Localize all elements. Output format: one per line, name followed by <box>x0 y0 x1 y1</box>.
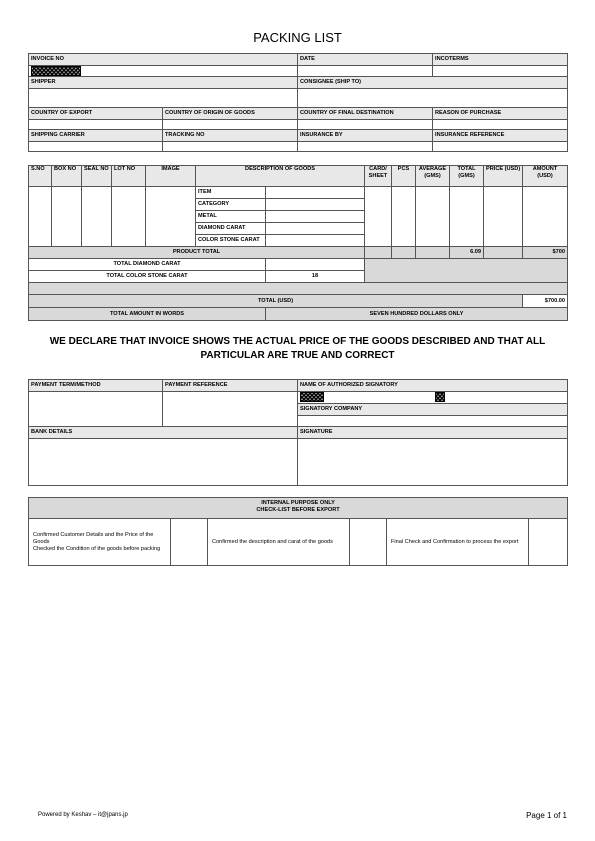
col-lot-no: LOT NO <box>112 166 146 187</box>
checklist-item-1: Confirmed Customer Details and the Price of the Goods Checked the Condition of the goods before packing <box>29 519 171 566</box>
page-title: PACKING LIST <box>253 30 342 45</box>
payment-reference-label: PAYMENT REFERENCE <box>163 380 298 392</box>
checklist-item-3: Final Check and Confirmation to process the export <box>387 519 529 566</box>
col-total-gms: TOTAL (GMS) <box>450 166 484 187</box>
desc-diamond-label: DIAMOND CARAT <box>196 223 266 235</box>
col-average: AVERAGE (GMS) <box>416 166 450 187</box>
country-export-field[interactable] <box>29 120 163 130</box>
desc-diamond-value[interactable] <box>266 223 365 235</box>
checklist-header <box>29 498 568 519</box>
signatory-company-label: SIGNATORY COMPANY <box>298 403 568 416</box>
desc-item-value[interactable] <box>266 187 365 199</box>
export-checklist <box>28 497 568 566</box>
product-total-average <box>416 247 450 259</box>
col-price: PRICE (USD) <box>484 166 523 187</box>
checklist-item-2: Confirmed the description and carat of the goods <box>208 519 350 566</box>
country-origin-label: COUNTRY OF ORIGIN OF GOODS <box>163 108 298 120</box>
total-usd-label: TOTAL (USD) <box>29 295 523 308</box>
invoice-no-label: INVOICE NO <box>29 54 298 66</box>
shipper-field[interactable] <box>29 89 298 108</box>
payment-term-label: PAYMENT TERM/METHOD <box>29 380 163 392</box>
country-export-label: COUNTRY OF EXPORT <box>29 108 163 120</box>
cell-average[interactable] <box>416 187 450 247</box>
product-total-pcs <box>392 247 416 259</box>
amount-words-label: TOTAL AMOUNT IN WORDS <box>29 308 266 321</box>
product-total-card <box>365 247 392 259</box>
invoice-no-field[interactable] <box>29 66 298 77</box>
shipment-info-table <box>28 53 568 152</box>
col-pcs: PCS <box>392 166 416 187</box>
cell-price[interactable] <box>484 187 523 247</box>
col-sno: S.NO <box>29 166 52 187</box>
cell-image[interactable] <box>146 187 196 247</box>
col-description: DESCRIPTION OF GOODS <box>196 166 365 187</box>
spacer-row <box>29 283 568 295</box>
incoterms-label: INCOTERMS <box>433 54 568 66</box>
reason-label: REASON OF PURCHASE <box>433 108 568 120</box>
incoterms-field[interactable] <box>433 66 568 77</box>
powered-by: Powered by Keshav – it@jpans.jp <box>38 812 128 818</box>
product-total-gms: 6.09 <box>450 247 484 259</box>
date-label: DATE <box>298 54 433 66</box>
redacted-signatory-name <box>300 392 324 402</box>
checklist-check-2[interactable] <box>350 519 387 566</box>
tracking-field[interactable] <box>163 142 298 152</box>
product-total-price <box>484 247 523 259</box>
cell-seal-no[interactable] <box>82 187 112 247</box>
shipper-label: SHIPPER <box>29 77 298 89</box>
desc-metal-label: METAL <box>196 211 266 223</box>
desc-color-stone-value[interactable] <box>266 235 365 247</box>
product-total-label: PRODUCT TOTAL <box>29 247 365 259</box>
insurance-ref-label: INSURANCE REFERENCE <box>433 130 568 142</box>
desc-category-label: CATEGORY <box>196 199 266 211</box>
country-destination-label: COUNTRY OF FINAL DESTINATION <box>298 108 433 120</box>
col-amount: AMOUNT (USD) <box>523 166 568 187</box>
signatory-name-label: NAME OF AUTHORIZED SIGNATORY <box>298 380 568 392</box>
bank-details-label: BANK DETAILS <box>29 427 298 439</box>
desc-item-label: ITEM <box>196 187 266 199</box>
checklist-check-1[interactable] <box>171 519 208 566</box>
col-image: IMAGE <box>146 166 196 187</box>
insurance-ref-field[interactable] <box>433 142 568 152</box>
total-diamond-label: TOTAL DIAMOND CARAT <box>29 259 266 271</box>
reason-field[interactable] <box>433 120 568 130</box>
cell-box-no[interactable] <box>52 187 82 247</box>
signature-label: SIGNATURE <box>298 427 568 439</box>
payment-signature-table <box>28 379 568 486</box>
country-destination-field[interactable] <box>298 120 433 130</box>
consignee-field[interactable] <box>298 89 568 108</box>
total-color-stone-value[interactable]: 18 <box>266 271 365 283</box>
amount-words-value: SEVEN HUNDRED DOLLARS ONLY <box>266 308 568 321</box>
col-card-sheet: CARD/ SHEET <box>365 166 392 187</box>
signature-field[interactable] <box>298 439 568 486</box>
payment-reference-field[interactable] <box>163 392 298 427</box>
product-total-amount: $700 <box>523 247 568 259</box>
goods-table <box>28 165 568 321</box>
carat-summary-filler <box>365 259 568 283</box>
insurance-by-field[interactable] <box>298 142 433 152</box>
consignee-label: CONSIGNEE (SHIP TO) <box>298 77 568 89</box>
cell-pcs[interactable] <box>392 187 416 247</box>
checklist-check-3[interactable] <box>529 519 568 566</box>
payment-term-field[interactable] <box>29 392 163 427</box>
desc-color-stone-label: COLOR STONE CARAT <box>196 235 266 247</box>
checklist-title-2: CHECK-LIST BEFORE EXPORT <box>256 507 340 513</box>
checklist-title-1: INTERNAL PURPOSE ONLY <box>261 500 335 506</box>
tracking-label: TRACKING NO <box>163 130 298 142</box>
declaration-text: WE DECLARE THAT INVOICE SHOWS THE ACTUAL PRICE OF THE GOODS DESCRIBED AND THAT ALL PARTICULAR ARE TRUE AND CORRECT <box>49 336 546 361</box>
carrier-field[interactable] <box>29 142 163 152</box>
carrier-label: SHIPPING CARRIER <box>29 130 163 142</box>
cell-amount[interactable] <box>523 187 568 247</box>
total-color-stone-label: TOTAL COLOR STONE CARAT <box>29 271 266 283</box>
insurance-by-label: INSURANCE BY <box>298 130 433 142</box>
total-diamond-value[interactable] <box>266 259 365 271</box>
redacted-invoice-number <box>31 66 81 76</box>
col-seal-no: SEAL NO <box>82 166 112 187</box>
cell-lot-no[interactable] <box>112 187 146 247</box>
cell-card-sheet[interactable] <box>365 187 392 247</box>
page-number: Page 1 of 1 <box>526 811 567 820</box>
country-origin-field[interactable] <box>163 120 298 130</box>
signatory-name-field[interactable] <box>298 392 568 404</box>
desc-category-value[interactable] <box>266 199 365 211</box>
total-usd-value: $700.00 <box>523 295 568 308</box>
cell-sno[interactable] <box>29 187 52 247</box>
signatory-company-field[interactable] <box>298 416 568 427</box>
bank-details-field[interactable] <box>29 439 298 486</box>
redacted-signatory-name-part <box>435 392 445 402</box>
cell-total-gms[interactable] <box>450 187 484 247</box>
desc-metal-value[interactable] <box>266 211 365 223</box>
date-field[interactable] <box>298 66 433 77</box>
col-box-no: BOX NO <box>52 166 82 187</box>
